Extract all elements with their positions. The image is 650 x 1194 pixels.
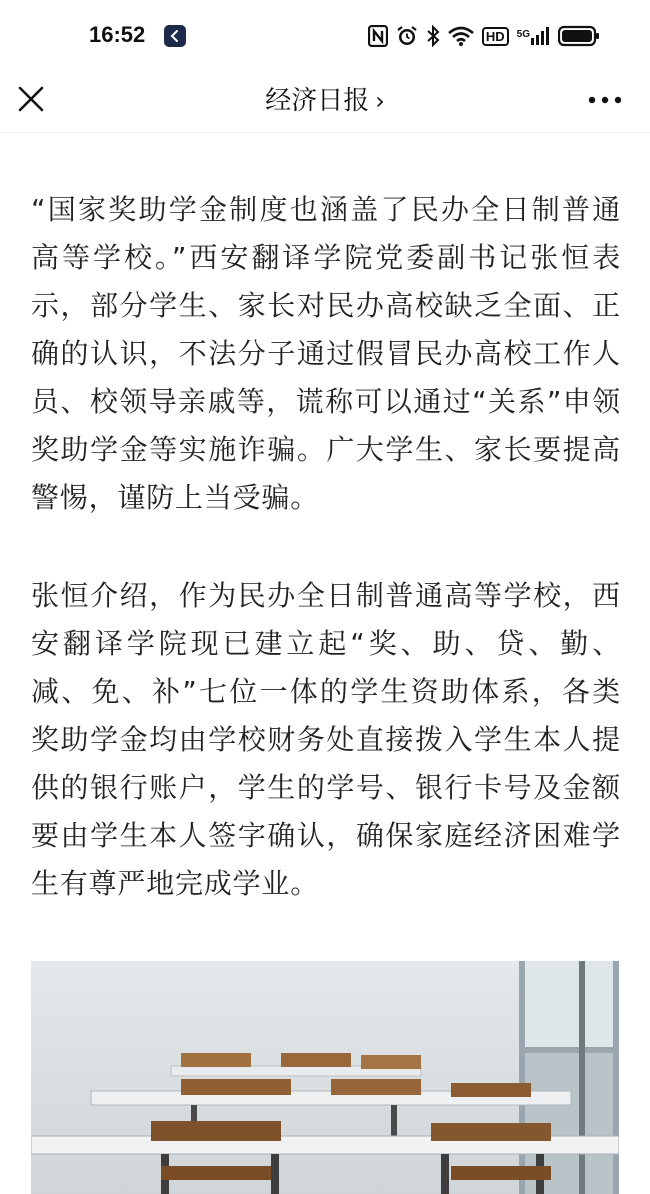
app-badge-icon	[164, 25, 186, 47]
article-paragraph: 张恒介绍，作为民办全日制普通高等学校，西安翻译学院现已建立起“奖、助、贷、勤、减、免、补”七位一体的学生资助体系，各类奖助学金均由学校财务处直接拨入学生本人提供的银行账户，学生的学号、银行卡号及金额要由学生本人签字确认，确保家庭经济困难学生有尊严地完成学业。	[31, 579, 621, 900]
bluetooth-icon	[426, 25, 440, 47]
article-paragraph: “国家奖助学金制度也涵盖了民办全日制普通高等学校。”西安翻译学院党委副书记张恒表示，部分学生、家长对民办高校缺乏全面、正确的认识，不法分子通过假冒民办高校工作人员、校领导亲戚等，谎称可以通过“关系”申领奖助学金等实施诈骗。广大学生、家长要提高警惕，谨防上当受骗。	[31, 193, 621, 514]
battery-icon	[558, 25, 600, 47]
article-body	[31, 186, 621, 908]
hd-icon: HD	[482, 27, 509, 46]
classroom-desks-photo	[31, 961, 619, 1194]
nfc-icon	[368, 25, 388, 47]
signal-5g-icon	[517, 26, 550, 46]
chevron-right-icon: ›	[375, 87, 385, 115]
network-type-label: 5G	[516, 29, 530, 40]
status-bar	[0, 0, 650, 70]
status-icons	[368, 22, 600, 50]
status-time: 16:52	[89, 22, 146, 47]
more-button[interactable]	[588, 90, 622, 110]
account-title: 经济日报	[265, 86, 370, 116]
classroom-photo[interactable]	[31, 961, 619, 1194]
nav-bar	[0, 70, 650, 133]
more-icon	[588, 90, 622, 110]
alarm-icon	[396, 25, 418, 47]
account-title-link[interactable]	[0, 84, 650, 118]
wifi-icon	[448, 26, 474, 46]
